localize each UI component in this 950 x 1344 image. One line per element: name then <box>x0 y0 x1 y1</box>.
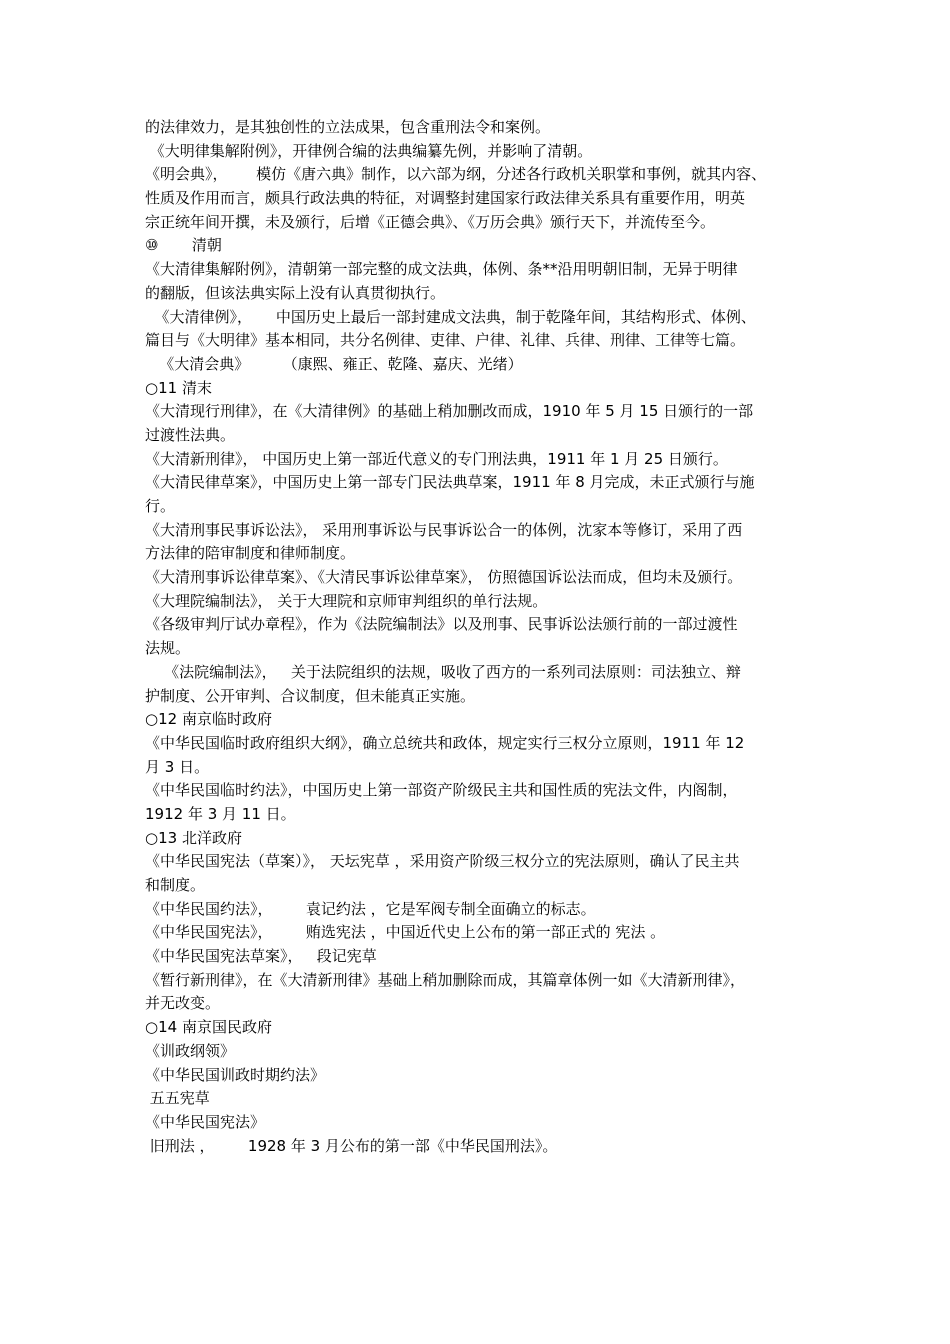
text-line: 《大清会典》 （康熙、雍正、乾隆、嘉庆、光绪） <box>145 354 523 373</box>
text-line: 行。 <box>145 497 176 515</box>
text-line: 的法律效力，是其独创性的立法成果，包含重刑法令和案例。 <box>145 118 551 136</box>
text-line: 《中华民国宪法》 <box>145 1112 266 1131</box>
text-line: 《暂行新刑律》，在《大清新刑律》基础上稍加删除而成，其篇章体例一如《大清新刑律》， <box>145 970 746 989</box>
text-line: 旧刑法 ， 1928 年 3 月公布的第一部《中华民国刑法》。 <box>145 1136 558 1155</box>
text-line: 性质及作用而言，颇具行政法典的特征，对调整封建国家行政法律关系具有重要作用，明英 <box>145 189 746 208</box>
text-line: 《中华民国约法》， 袁记约法 ，它是军阀专制全面确立的标志。 <box>145 899 596 918</box>
text-line: 月 3 日。 <box>145 757 210 776</box>
text-line: 方法律的陪审制度和律师制度。 <box>145 544 356 563</box>
text-line: 宗正统年间开撰，未及颁行，后增《正德会典》、《万历会典》颁行天下，并流传至今。 <box>145 212 716 231</box>
text-line: 《训政纲领》 <box>145 1041 236 1060</box>
text-line: 《法院编制法》， 关于法院组织的法规，吸收了西方的一系列司法原则：司法独立、辩 <box>145 662 741 681</box>
text-line: 五五宪草 <box>145 1089 210 1108</box>
text-line: 《中华民国临时约法》，中国历史上第一部资产阶级民主共和国性质的宪法文件，内阁制， <box>145 781 738 800</box>
text-line: 《中华民国训政时期约法》 <box>145 1065 326 1084</box>
text-line: 并无改变。 <box>145 994 221 1013</box>
text-line: 《中华民国宪法（草案）》， 天坛宪草 ，采用资产阶级三权分立的宪法原则，确认了民主共 <box>145 852 740 871</box>
text-line: 和制度。 <box>145 876 206 894</box>
text-line: 《大明律集解附例》，开律例合编的法典编纂先例，并影响了清朝。 <box>145 141 593 160</box>
section-heading: ○13 北洋政府 <box>145 828 242 847</box>
text-line: 《大清律集解附例》，清朝第一部完整的成文法典，体例、条**沿用明朝旧制，无异于明律 <box>145 260 738 279</box>
text-line: 《大清新刑律》， 中国历史上第一部近代意义的专门刑法典，1911 年 1 月 25 日颁行。 <box>145 449 728 468</box>
text-line: 《大理院编制法》， 关于大理院和京师审判组织的单行法规。 <box>145 591 548 610</box>
text-line: 《大清刑事诉讼律草案》、《大清民事诉讼律草案》， 仿照德国诉讼法而成，但均未及颁行。 <box>145 568 743 587</box>
text-line: 《各级审判厅试办章程》，作为《法院编制法》以及刑事、民事诉讼法颁行前的一部过渡性 <box>145 615 738 634</box>
section-heading: ○14 南京国民政府 <box>145 1018 272 1037</box>
text-line: 篇目与《大明律》基本相同，共分名例律、吏律、户律、礼律、兵律、刑律、工律等七篇。 <box>145 331 746 350</box>
text-line: 《大清刑事民事诉讼法》， 采用刑事诉讼与民事诉讼合一的体例，沈家本等修订，采用了西 <box>145 520 743 539</box>
text-line: 《中华民国宪法》， 贿选宪法 ，中国近代史上公布的第一部正式的 宪法 。 <box>145 923 666 942</box>
text-line: 护制度、公开审判、合议制度，但未能真正实施。 <box>145 686 476 705</box>
section-heading: ○11 清末 <box>145 378 212 397</box>
text-line: 《中华民国宪法草案》， 段记宪草 <box>145 947 377 966</box>
text-line: 《中华民国临时政府组织大纲》，确立总统共和政体，规定实行三权分立原则，1911 年 12 <box>145 733 745 752</box>
text-line: 的翻版，但该法典实际上没有认真贯彻执行。 <box>145 283 446 302</box>
text-line: 过渡性法典。 <box>145 425 236 444</box>
text-line: 1912 年 3 月 11 日。 <box>145 804 296 823</box>
section-heading: ○12 南京临时政府 <box>145 710 272 729</box>
text-line: 《大清现行刑律》，在《大清律例》的基础上稍加删改而成，1910 年 5 月 15 日颁行的一部 <box>145 402 754 421</box>
text-line: 《明会典》， 模仿《唐六典》制作，以六部为纲，分述各行政机关职掌和事例，就其内容、 <box>145 165 767 184</box>
text-line: 《大清律例》， 中国历史上最后一部封建成文法典，制于乾隆年间，其结构形式、体例、 <box>145 307 756 326</box>
section-heading: ⑩ 清朝 <box>145 236 222 255</box>
text-line: 法规。 <box>145 639 191 658</box>
document-body <box>145 116 813 1158</box>
text-line: 《大清民律草案》，中国历史上第一部专门民法典草案，1911 年 8 月完成，未正式颁行与施 <box>145 473 755 492</box>
